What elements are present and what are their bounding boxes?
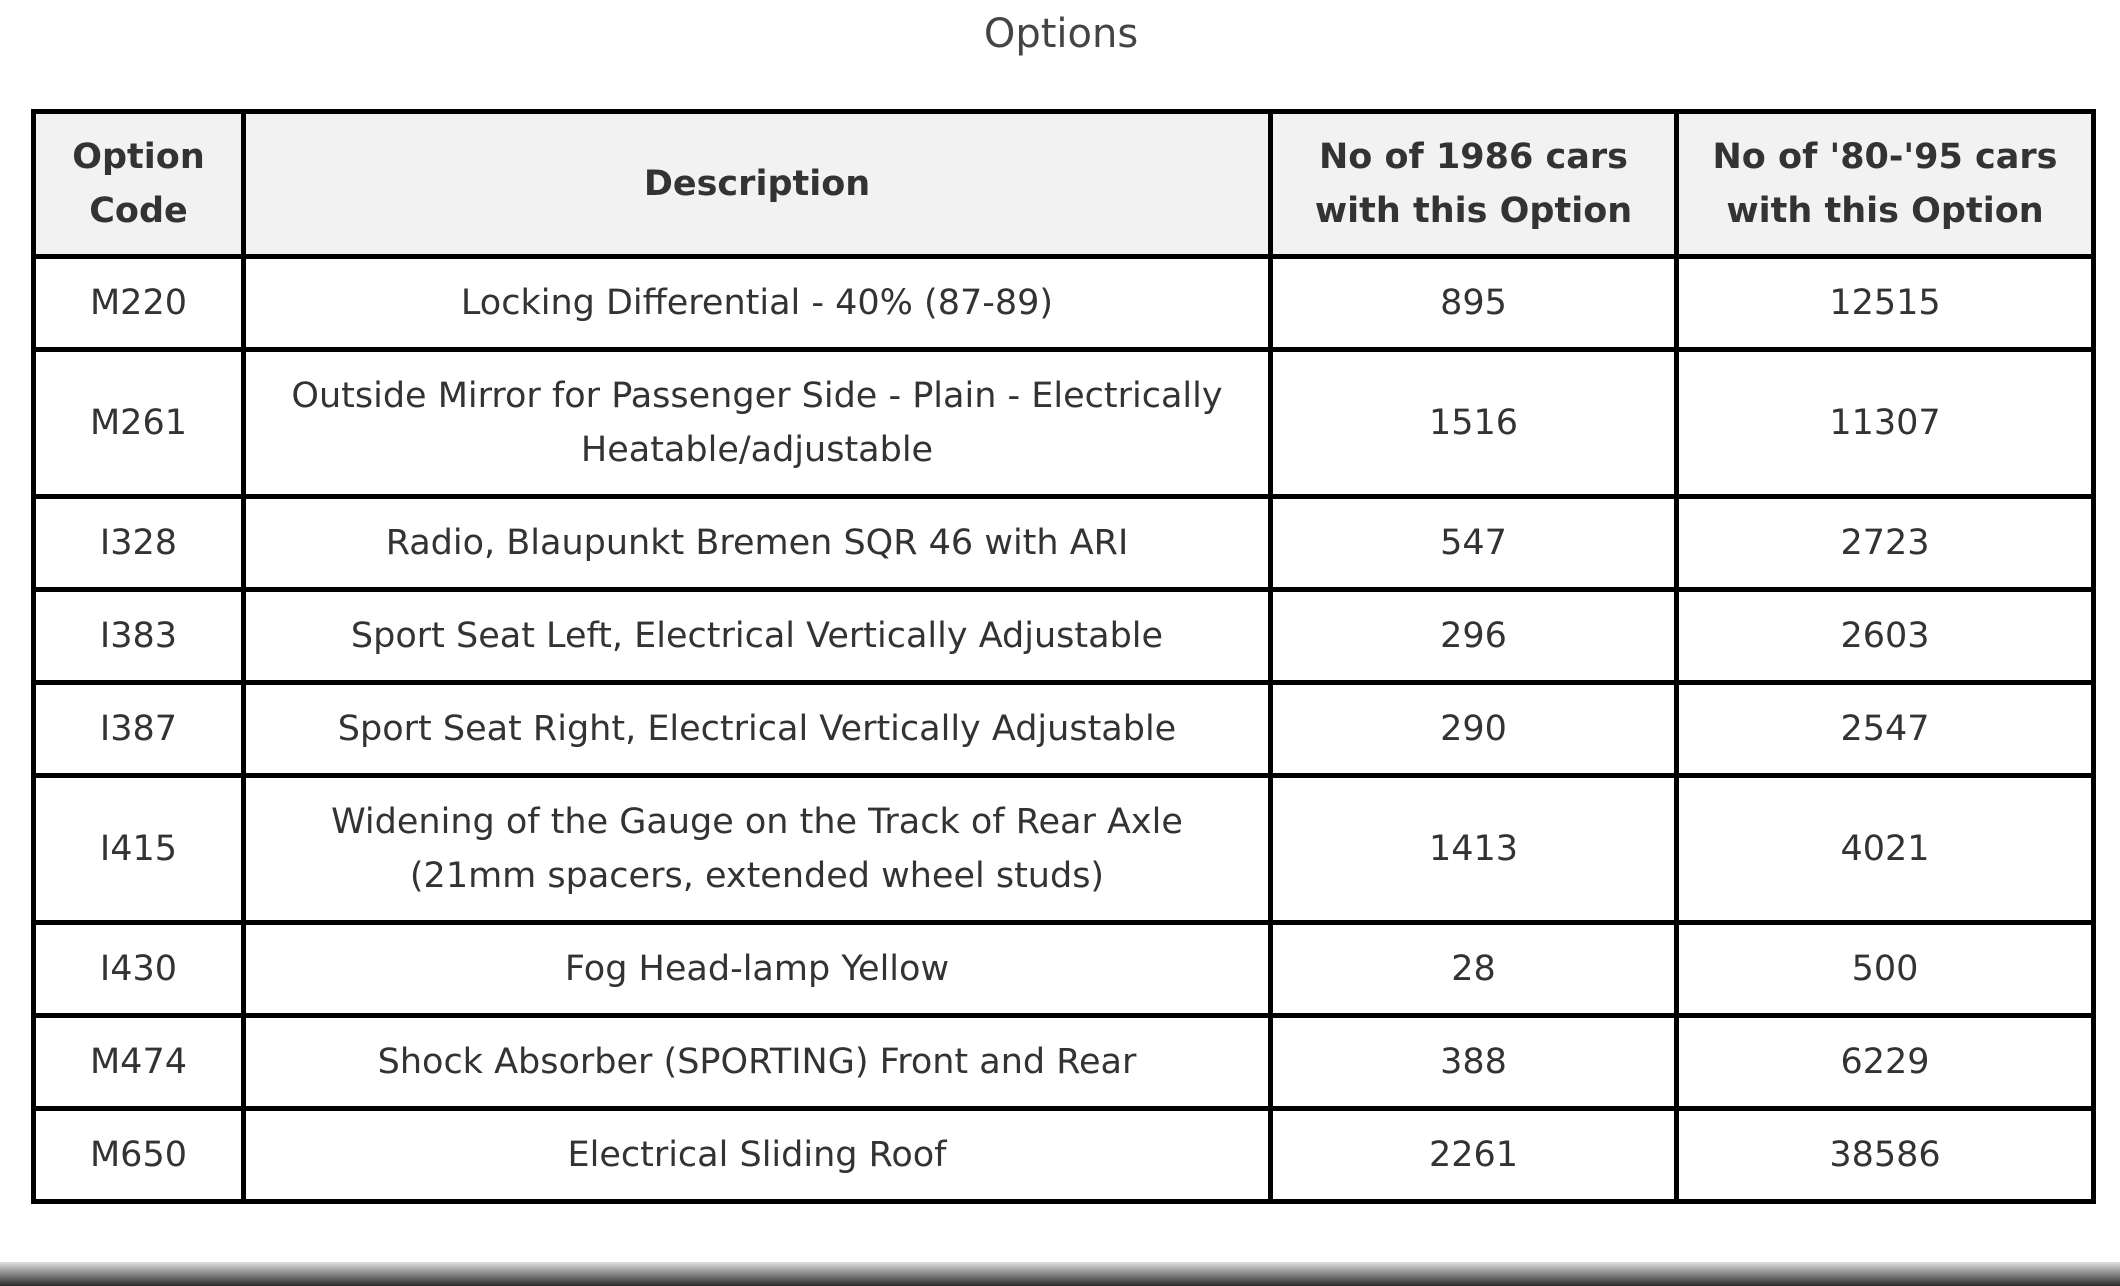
cell-count-80-95: 11307 (1677, 350, 2094, 497)
table-row (34, 776, 2094, 923)
options-table-container (31, 109, 2091, 1204)
header-count-80-95: No of '80-'95 cars with this Option (1677, 112, 2094, 257)
cell-description: Shock Absorber (SPORTING) Front and Rear (244, 1016, 1271, 1109)
cell-option-code: I383 (34, 590, 244, 683)
cell-count-1986: 290 (1271, 683, 1677, 776)
cell-description: Radio, Blaupunkt Bremen SQR 46 with ARI (244, 497, 1271, 590)
cell-description: Sport Seat Left, Electrical Vertically Adjustable (244, 590, 1271, 683)
cell-count-80-95: 6229 (1677, 1016, 2094, 1109)
cell-count-1986: 547 (1271, 497, 1677, 590)
cell-count-80-95: 2547 (1677, 683, 2094, 776)
table-row (34, 923, 2094, 1016)
table-row (34, 1016, 2094, 1109)
cell-count-80-95: 12515 (1677, 257, 2094, 350)
table-row (34, 257, 2094, 350)
header-description: Description (244, 112, 1271, 257)
bottom-edge-shadow (0, 1262, 2120, 1286)
table-row (34, 590, 2094, 683)
cell-count-1986: 1413 (1271, 776, 1677, 923)
cell-option-code: I415 (34, 776, 244, 923)
cell-count-80-95: 500 (1677, 923, 2094, 1016)
cell-count-80-95: 2603 (1677, 590, 2094, 683)
cell-count-1986: 895 (1271, 257, 1677, 350)
cell-count-80-95: 4021 (1677, 776, 2094, 923)
cell-count-80-95: 38586 (1677, 1109, 2094, 1202)
cell-description: Electrical Sliding Roof (244, 1109, 1271, 1202)
cell-description: Outside Mirror for Passenger Side - Plain - Electrically Heatable/adjustable (244, 350, 1271, 497)
table-caption: Options (983, 11, 1139, 57)
cell-description: Locking Differential - 40% (87-89) (244, 257, 1271, 350)
table-row (34, 350, 2094, 497)
options-table (31, 109, 2096, 1204)
cell-option-code: M261 (34, 350, 244, 497)
cell-option-code: M220 (34, 257, 244, 350)
cell-count-1986: 2261 (1271, 1109, 1677, 1202)
cell-option-code: I387 (34, 683, 244, 776)
cell-count-1986: 296 (1271, 590, 1677, 683)
cell-count-1986: 388 (1271, 1016, 1677, 1109)
cell-option-code: I328 (34, 497, 244, 590)
cell-description: Sport Seat Right, Electrical Vertically Adjustable (244, 683, 1271, 776)
cell-count-80-95: 2723 (1677, 497, 2094, 590)
table-row (34, 497, 2094, 590)
cell-option-code: M474 (34, 1016, 244, 1109)
table-row (34, 1109, 2094, 1202)
cell-description: Fog Head-lamp Yellow (244, 923, 1271, 1016)
table-row (34, 683, 2094, 776)
cell-count-1986: 28 (1271, 923, 1677, 1016)
header-row (34, 112, 2094, 257)
cell-count-1986: 1516 (1271, 350, 1677, 497)
header-option-code: Option Code (34, 112, 244, 257)
cell-option-code: M650 (34, 1109, 244, 1202)
cell-option-code: I430 (34, 923, 244, 1016)
header-count-1986: No of 1986 cars with this Option (1271, 112, 1677, 257)
cell-description: Widening of the Gauge on the Track of Rear Axle (21mm spacers, extended wheel studs) (244, 776, 1271, 923)
